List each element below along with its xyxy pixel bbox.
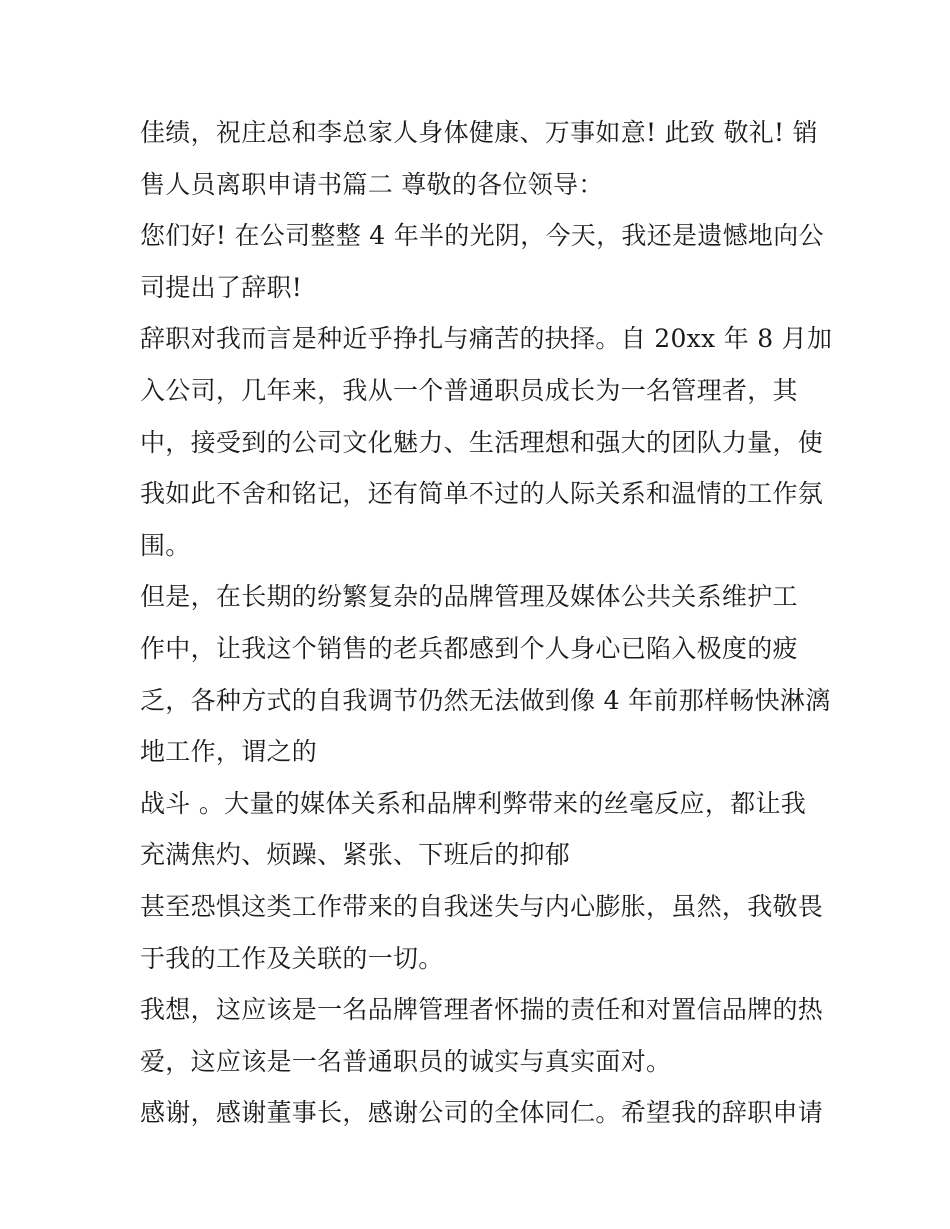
text-line: 但是，在长期的纷繁复杂的品牌管理及媒体公共关系维护工 xyxy=(140,582,798,612)
text-line: 甚至恐惧这类工作带来的自我迷失与内心膨胀，虽然，我敬畏 xyxy=(140,891,824,921)
text-line: 战斗 。大量的媒体关系和品牌利弊带来的丝毫反应，都让我 xyxy=(140,788,807,818)
text-line: 围。 xyxy=(140,530,191,560)
text-line: 售人员离职申请书篇二 尊敬的各位领导： xyxy=(140,169,604,199)
text-line: 于我的工作及关联的一切。 xyxy=(140,943,444,973)
text-line: 司提出了辞职! xyxy=(140,272,303,302)
text-line: 入公司，几年来，我从一个普通职员成长为一名管理者，其 xyxy=(140,375,798,405)
text-line: 感谢，感谢董事长，感谢公司的全体同仁。希望我的辞职申请 xyxy=(140,1098,824,1128)
text-line: 辞职对我而言是种近乎挣扎与痛苦的抉择。自 20xx 年 8 月加 xyxy=(140,324,833,354)
text-line: 乏，各种方式的自我调节仍然无法做到像 4 年前那样畅快淋漓 xyxy=(140,685,831,715)
text-line: 您们好! 在公司整整 4 年半的光阴，今天，我还是遗憾地向公 xyxy=(140,221,824,251)
text-line: 我想，这应该是一名品牌管理者怀揣的责任和对置信品牌的热 xyxy=(140,995,824,1025)
text-line: 充满焦灼、烦躁、紧张、下班后的抑郁 xyxy=(140,840,571,870)
text-line: 我如此不舍和铭记，还有简单不过的人际关系和温情的工作氛 xyxy=(140,479,824,509)
text-line: 地工作，谓之的 xyxy=(140,737,318,767)
text-line: 作中，让我这个销售的老兵都感到个人身心已陷入极度的疲 xyxy=(140,633,798,663)
document-body xyxy=(140,107,833,1139)
text-line: 爱，这应该是一名普通职员的诚实与真实面对。 xyxy=(140,1046,672,1076)
text-line: 中，接受到的公司文化魅力、生活理想和强大的团队力量，使 xyxy=(140,427,824,457)
text-line: 佳绩，祝庄总和李总家人身体健康、万事如意! 此致 敬礼! 销 xyxy=(140,118,818,147)
